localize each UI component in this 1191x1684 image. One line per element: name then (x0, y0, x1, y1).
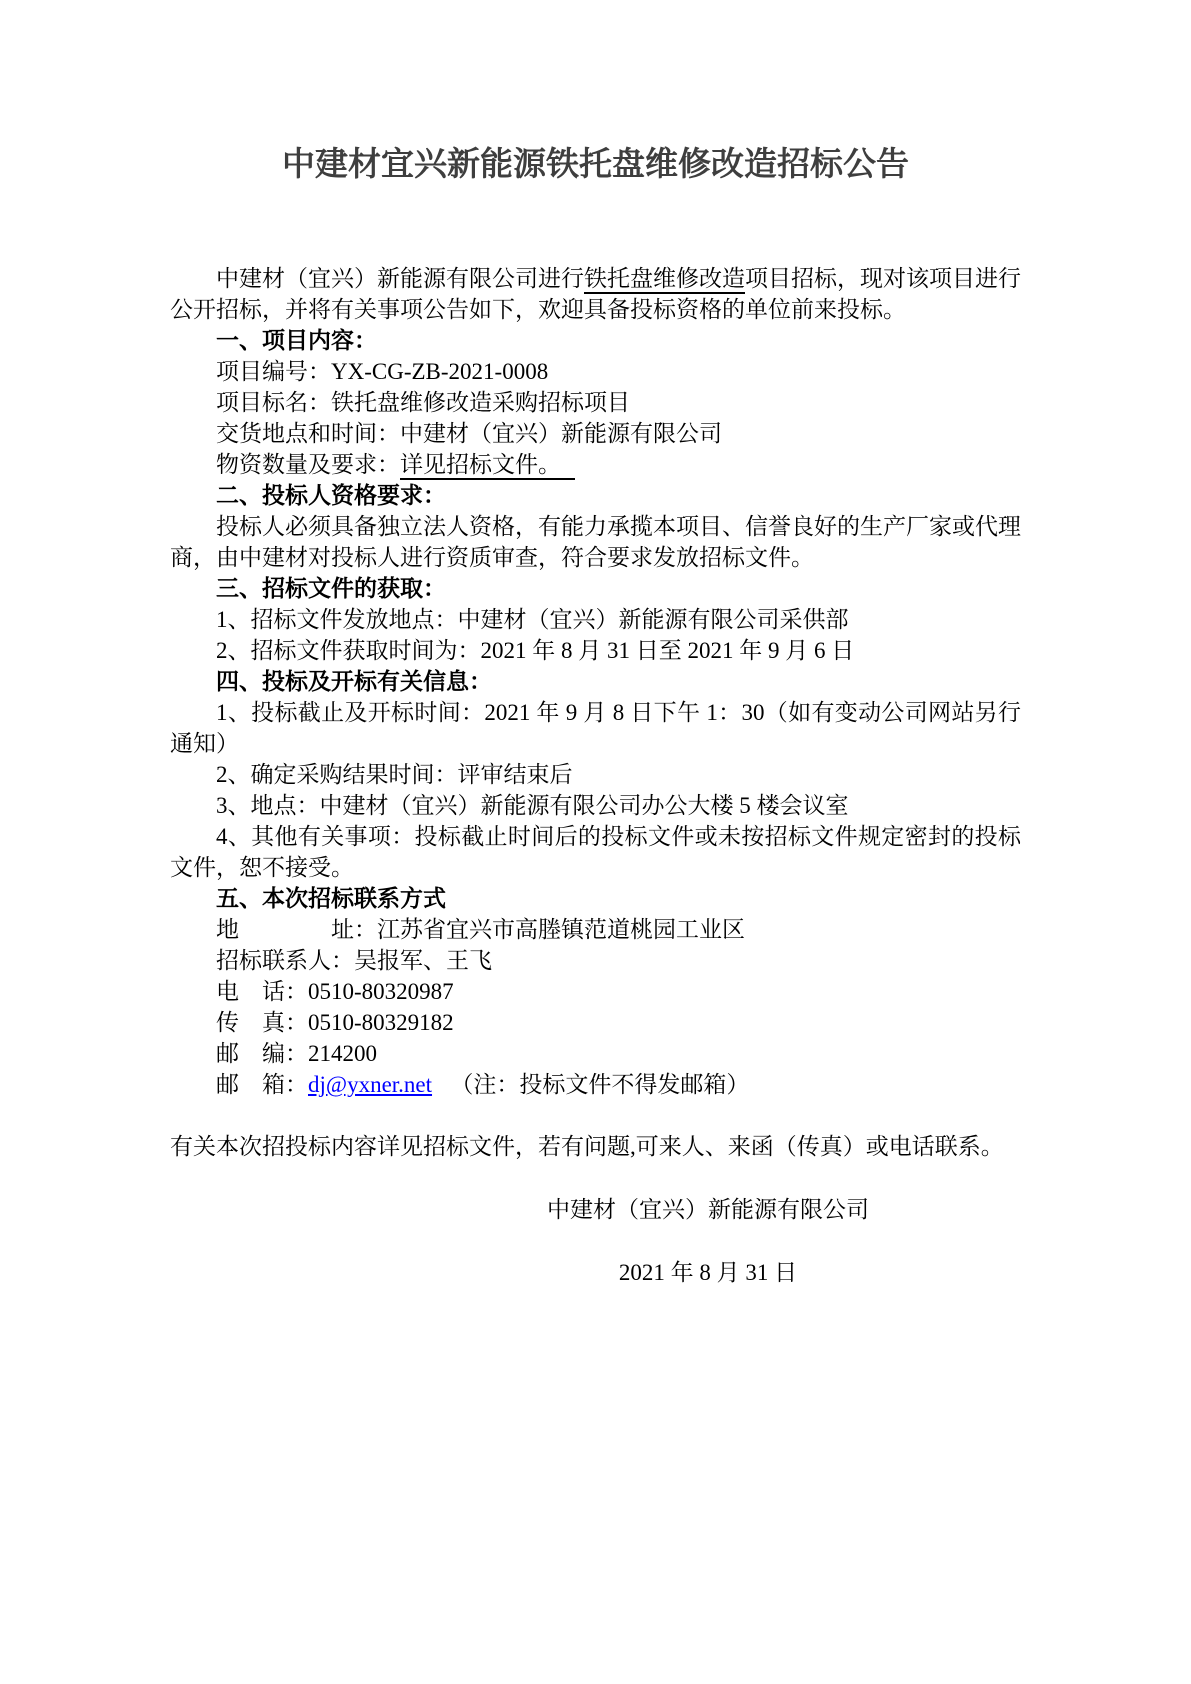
email-link[interactable]: dj@yxner.net (308, 1072, 433, 1097)
section4-heading: 四、投标及开标有关信息： (216, 668, 492, 694)
intro-text-pre: 中建材（宜兴）新能源有限公司进行 (216, 266, 584, 291)
signature-date: 2021 年 8 月 31 日 (618, 1260, 798, 1285)
project-number-line: 项目编号：YX-CG-ZB-2021-0008 (216, 359, 549, 384)
email-line (170, 1069, 1021, 1100)
section2-heading: 二、投标人资格要求： (216, 482, 446, 508)
document-body (170, 263, 1021, 1288)
other-matters-line: 4、其他有关事项：投标截止时间后的投标文件或未按招标文件规定密封的投标文件，恕不接受。 (170, 824, 1021, 880)
doc-release-location-line: 1、招标文件发放地点：中建材（宜兴）新能源有限公司采供部 (216, 607, 849, 632)
intro-text-post: 项目招标，现对该项目进行公开招标，并将有关事项公告如下，欢迎具备投标资格的单位前来投标。 (170, 266, 1021, 322)
phone-line: 电 话：0510-80320987 (216, 979, 454, 1004)
section1-heading: 一、项目内容： (216, 327, 377, 353)
email-note: （注：投标文件不得发邮箱） (450, 1072, 750, 1097)
zip-code-line: 邮 编：214200 (216, 1041, 377, 1066)
result-time-line: 2、确定采购结果时间：评审结束后 (216, 762, 573, 787)
materials-line (170, 449, 1021, 480)
materials-value-underlined: 详见招标文件。 (400, 452, 575, 480)
qualification-paragraph: 投标人必须具备独立法人资格，有能力承揽本项目、信誉良好的生产厂家或代理商，由中建材对投标人进行资质审查，符合要求发放招标文件。 (170, 514, 1021, 570)
address-line: 地 址：江苏省宜兴市高塍镇范道桃园工业区 (216, 917, 745, 942)
section5-heading: 五、本次招标联系方式 (216, 885, 446, 911)
intro-paragraph (170, 263, 1021, 325)
intro-text-underlined: 铁托盘维修改造 (584, 266, 745, 294)
materials-label: 物资数量及要求： (216, 452, 400, 477)
contact-person-line: 招标联系人：吴报军、王飞 (216, 948, 492, 973)
bid-location-line: 3、地点：中建材（宜兴）新能源有限公司办公大楼 5 楼会议室 (216, 793, 849, 818)
section3-heading: 三、招标文件的获取： (216, 575, 446, 601)
delivery-line: 交货地点和时间：中建材（宜兴）新能源有限公司 (216, 421, 722, 446)
bid-deadline-line: 1、投标截止及开标时间：2021 年 9 月 8 日下午 1：30（如有变动公司网站另行通知） (170, 700, 1021, 756)
fax-line: 传 真：0510-80329182 (216, 1010, 454, 1035)
project-title-line: 项目标名：铁托盘维修改造采购招标项目 (216, 390, 630, 415)
email-label: 邮 箱： (216, 1072, 308, 1097)
doc-obtain-time-line: 2、招标文件获取时间为：2021 年 8 月 31 日至 2021 年 9 月 6 日 (216, 638, 855, 663)
closing-paragraph: 有关本次招投标内容详见招标文件，若有问题,可来人、来函（传真）或电话联系。 (170, 1134, 1004, 1159)
document-title: 中建材宜兴新能源铁托盘维修改造招标公告 (282, 145, 909, 182)
company-signature: 中建材（宜兴）新能源有限公司 (547, 1197, 869, 1222)
